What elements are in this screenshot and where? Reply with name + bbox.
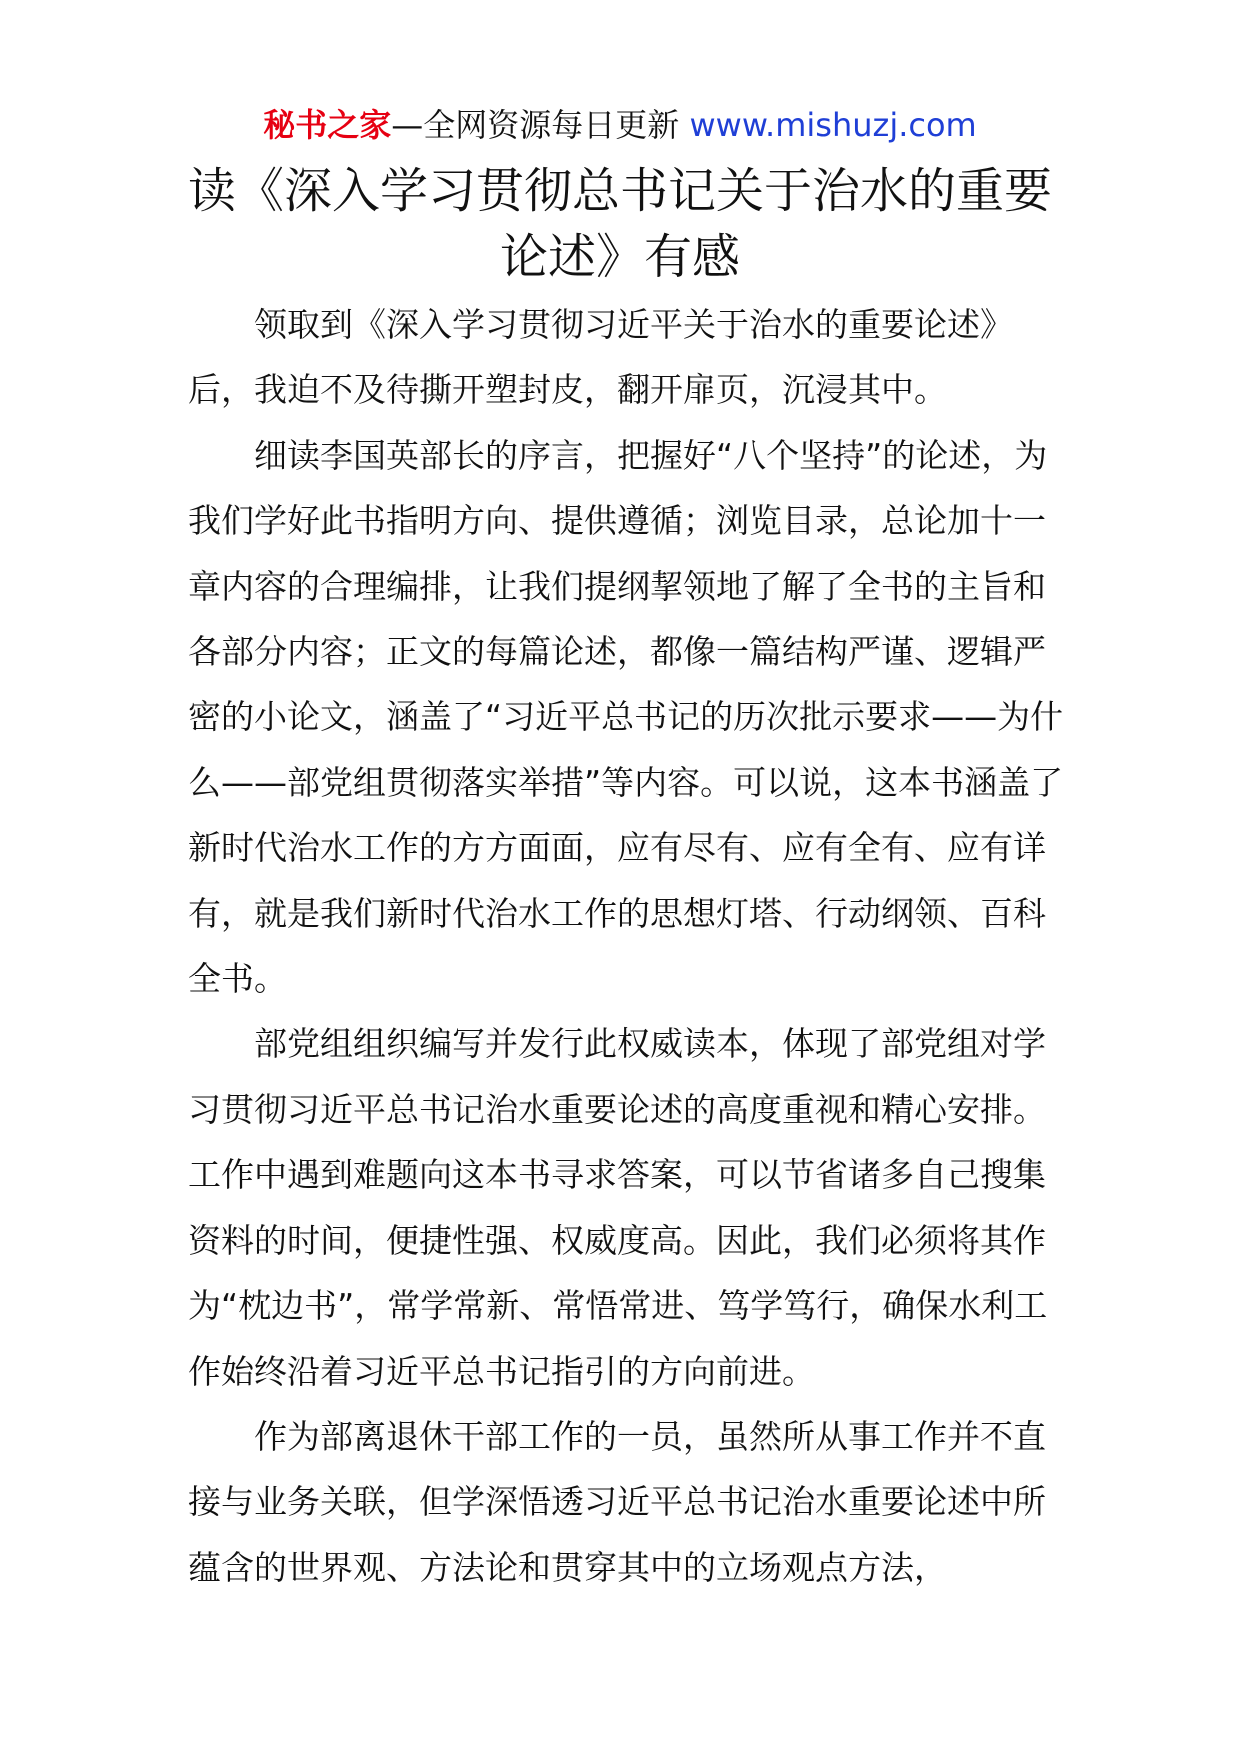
header-tagline: —全网资源每日更新 — [391, 106, 680, 144]
site-url-link[interactable]: www.mishuzj.com — [689, 106, 977, 144]
title-line-2: 论述》有感 — [499, 229, 740, 285]
paragraph-4: 作为部离退休干部工作的一员，虽然所从事工作并不直接与业务关联，但学深悟透习近平总书记治水重要论述中所蕴含的世界观、方法论和贯穿其中的立场观点方法， — [188, 1416, 1046, 1587]
title-line-1: 读《深入学习贯彻总书记关于治水的重要 — [187, 163, 1052, 219]
paragraph-1: 领取到《深入学习贯彻习近平关于治水的重要论述》后，我迫不及待撕开塑封皮，翻开扉页，沉浸其中。 — [188, 305, 1013, 410]
document-body — [188, 292, 1068, 1600]
document-title — [150, 158, 1090, 290]
site-header — [0, 103, 1240, 147]
paragraph-3: 部党组组织编写并发行此权威读本，体现了部党组对学习贯彻习近平总书记治水重要论述的高度重视和精心安排。工作中遇到难题向这本书寻求答案，可以节省诸多自己搜集资料的时间，便捷性强、权威度高。因此，我们必须将其作为“枕边书”，常学常新、常悟常进、笃学笃行，确保水利工作始终沿着习近平总书记指引的方向前进。 — [188, 1024, 1048, 1391]
brand-name: 秘书之家 — [263, 106, 392, 144]
paragraph-2: 细读李国英部长的序言，把握好“八个坚持”的论述，为我们学好此书指明方向、提供遵循；浏览目录，总论加十一章内容的合理编排，让我们提纲挈领地了解了全书的主旨和各部分内容；正文的每篇论述，都像一篇结构严谨、逻辑严密的小论文，涵盖了“习近平总书记的历次批示要求——为什么——部党组贯彻落实举措”等内容。可以说，这本书涵盖了新时代治水工作的方方面面，应有尽有、应有全有、应有详有，就是我们新时代治水工作的思想灯塔、行动纲领、百科全书。 — [188, 435, 1064, 999]
